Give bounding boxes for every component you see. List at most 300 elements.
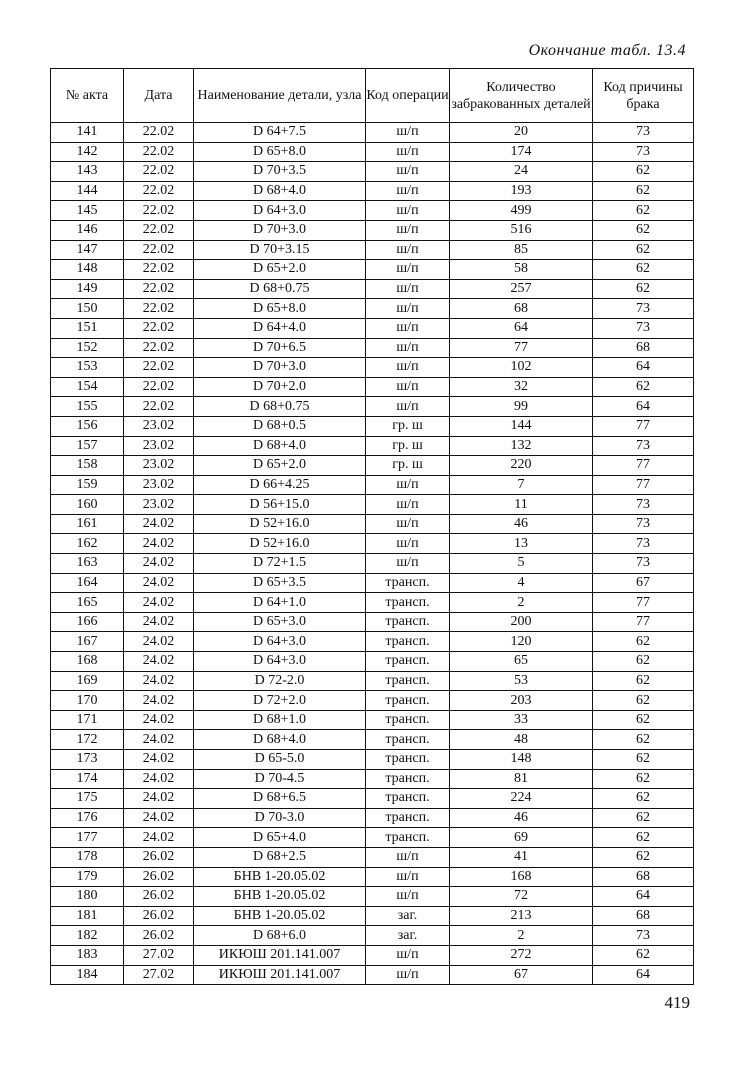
table-row xyxy=(51,201,694,221)
cell-rejected-count: 99 xyxy=(450,397,593,417)
cell-rejected-count: 144 xyxy=(450,416,593,436)
cell-date: 24.02 xyxy=(124,730,194,750)
table-row xyxy=(51,436,694,456)
cell-part-name: D 66+4.25 xyxy=(194,475,366,495)
cell-act-number: 156 xyxy=(51,416,124,436)
table-row xyxy=(51,495,694,515)
cell-act-number: 184 xyxy=(51,965,124,985)
cell-act-number: 142 xyxy=(51,142,124,162)
cell-rejected-count: 2 xyxy=(450,926,593,946)
cell-defect-code: 62 xyxy=(593,279,694,299)
header-operation-code: Код операции xyxy=(366,69,450,123)
cell-rejected-count: 58 xyxy=(450,260,593,280)
cell-operation-code: ш/п xyxy=(366,201,450,221)
cell-part-name: D 68+6.0 xyxy=(194,926,366,946)
cell-operation-code: ш/п xyxy=(366,495,450,515)
cell-date: 24.02 xyxy=(124,652,194,672)
table-row xyxy=(51,906,694,926)
cell-date: 26.02 xyxy=(124,906,194,926)
cell-operation-code: трансп. xyxy=(366,750,450,770)
table-row xyxy=(51,926,694,946)
cell-rejected-count: 148 xyxy=(450,750,593,770)
cell-operation-code: трансп. xyxy=(366,828,450,848)
cell-defect-code: 62 xyxy=(593,730,694,750)
cell-date: 24.02 xyxy=(124,808,194,828)
cell-operation-code: трансп. xyxy=(366,710,450,730)
cell-date: 22.02 xyxy=(124,201,194,221)
cell-rejected-count: 193 xyxy=(450,181,593,201)
cell-operation-code: трансп. xyxy=(366,789,450,809)
cell-part-name: D 64+4.0 xyxy=(194,318,366,338)
cell-date: 22.02 xyxy=(124,123,194,143)
cell-act-number: 175 xyxy=(51,789,124,809)
cell-act-number: 177 xyxy=(51,828,124,848)
cell-act-number: 146 xyxy=(51,220,124,240)
cell-defect-code: 62 xyxy=(593,220,694,240)
cell-date: 24.02 xyxy=(124,750,194,770)
header-part-name: Наименование детали, узла xyxy=(194,69,366,123)
cell-defect-code: 64 xyxy=(593,358,694,378)
table-row xyxy=(51,730,694,750)
cell-defect-code: 73 xyxy=(593,554,694,574)
cell-defect-code: 62 xyxy=(593,828,694,848)
cell-operation-code: ш/п xyxy=(366,475,450,495)
table-row xyxy=(51,279,694,299)
cell-operation-code: ш/п xyxy=(366,162,450,182)
cell-date: 24.02 xyxy=(124,612,194,632)
cell-date: 27.02 xyxy=(124,965,194,985)
cell-part-name: D 65-5.0 xyxy=(194,750,366,770)
cell-part-name: D 65+3.5 xyxy=(194,573,366,593)
cell-defect-code: 73 xyxy=(593,123,694,143)
table-row xyxy=(51,554,694,574)
reject-acts-table xyxy=(50,68,694,985)
cell-act-number: 158 xyxy=(51,456,124,476)
cell-rejected-count: 65 xyxy=(450,652,593,672)
cell-rejected-count: 5 xyxy=(450,554,593,574)
cell-defect-code: 68 xyxy=(593,906,694,926)
cell-part-name: D 68+0.75 xyxy=(194,397,366,417)
cell-part-name: БНВ 1-20.05.02 xyxy=(194,887,366,907)
table-row xyxy=(51,867,694,887)
cell-rejected-count: 69 xyxy=(450,828,593,848)
cell-rejected-count: 46 xyxy=(450,514,593,534)
cell-act-number: 157 xyxy=(51,436,124,456)
cell-part-name: D 68+4.0 xyxy=(194,436,366,456)
cell-operation-code: ш/п xyxy=(366,142,450,162)
cell-act-number: 147 xyxy=(51,240,124,260)
cell-rejected-count: 53 xyxy=(450,671,593,691)
cell-date: 22.02 xyxy=(124,142,194,162)
cell-date: 22.02 xyxy=(124,279,194,299)
cell-rejected-count: 64 xyxy=(450,318,593,338)
cell-act-number: 168 xyxy=(51,652,124,672)
cell-part-name: D 70-3.0 xyxy=(194,808,366,828)
cell-rejected-count: 24 xyxy=(450,162,593,182)
cell-part-name: D 52+16.0 xyxy=(194,514,366,534)
table-row xyxy=(51,456,694,476)
table-row xyxy=(51,965,694,985)
cell-operation-code: гр. ш xyxy=(366,456,450,476)
cell-operation-code: ш/п xyxy=(366,181,450,201)
cell-date: 26.02 xyxy=(124,926,194,946)
cell-operation-code: ш/п xyxy=(366,260,450,280)
cell-rejected-count: 67 xyxy=(450,965,593,985)
cell-date: 22.02 xyxy=(124,162,194,182)
cell-date: 24.02 xyxy=(124,554,194,574)
cell-part-name: D 65+2.0 xyxy=(194,456,366,476)
cell-act-number: 178 xyxy=(51,847,124,867)
cell-rejected-count: 224 xyxy=(450,789,593,809)
cell-operation-code: трансп. xyxy=(366,808,450,828)
cell-rejected-count: 7 xyxy=(450,475,593,495)
table-row xyxy=(51,318,694,338)
table-row xyxy=(51,671,694,691)
table-row xyxy=(51,652,694,672)
cell-rejected-count: 33 xyxy=(450,710,593,730)
cell-date: 24.02 xyxy=(124,632,194,652)
cell-operation-code: ш/п xyxy=(366,945,450,965)
cell-operation-code: трансп. xyxy=(366,730,450,750)
cell-defect-code: 67 xyxy=(593,573,694,593)
cell-date: 22.02 xyxy=(124,358,194,378)
cell-defect-code: 68 xyxy=(593,867,694,887)
cell-date: 24.02 xyxy=(124,534,194,554)
cell-rejected-count: 81 xyxy=(450,769,593,789)
cell-date: 22.02 xyxy=(124,299,194,319)
cell-rejected-count: 41 xyxy=(450,847,593,867)
cell-operation-code: ш/п xyxy=(366,887,450,907)
cell-rejected-count: 213 xyxy=(450,906,593,926)
cell-date: 23.02 xyxy=(124,416,194,436)
table-row xyxy=(51,397,694,417)
cell-act-number: 173 xyxy=(51,750,124,770)
cell-part-name: D 68+2.5 xyxy=(194,847,366,867)
cell-act-number: 172 xyxy=(51,730,124,750)
cell-rejected-count: 499 xyxy=(450,201,593,221)
cell-date: 22.02 xyxy=(124,318,194,338)
cell-operation-code: ш/п xyxy=(366,240,450,260)
table-row xyxy=(51,475,694,495)
cell-operation-code: ш/п xyxy=(366,358,450,378)
cell-defect-code: 77 xyxy=(593,612,694,632)
cell-defect-code: 73 xyxy=(593,926,694,946)
table-row xyxy=(51,808,694,828)
cell-operation-code: ш/п xyxy=(366,279,450,299)
table-row xyxy=(51,514,694,534)
cell-rejected-count: 85 xyxy=(450,240,593,260)
cell-date: 24.02 xyxy=(124,828,194,848)
cell-act-number: 159 xyxy=(51,475,124,495)
cell-operation-code: гр. ш xyxy=(366,416,450,436)
cell-part-name: D 65+8.0 xyxy=(194,299,366,319)
cell-act-number: 165 xyxy=(51,593,124,613)
table-row xyxy=(51,142,694,162)
table-row xyxy=(51,828,694,848)
cell-defect-code: 73 xyxy=(593,495,694,515)
cell-date: 27.02 xyxy=(124,945,194,965)
cell-act-number: 155 xyxy=(51,397,124,417)
cell-operation-code: ш/п xyxy=(366,514,450,534)
cell-date: 23.02 xyxy=(124,456,194,476)
cell-act-number: 163 xyxy=(51,554,124,574)
cell-rejected-count: 4 xyxy=(450,573,593,593)
table-row xyxy=(51,710,694,730)
cell-operation-code: ш/п xyxy=(366,123,450,143)
cell-part-name: ИКЮШ 201.141.007 xyxy=(194,965,366,985)
cell-act-number: 167 xyxy=(51,632,124,652)
cell-rejected-count: 168 xyxy=(450,867,593,887)
table-row xyxy=(51,299,694,319)
cell-date: 22.02 xyxy=(124,240,194,260)
cell-part-name: D 68+1.0 xyxy=(194,710,366,730)
cell-part-name: D 70+3.5 xyxy=(194,162,366,182)
cell-defect-code: 62 xyxy=(593,710,694,730)
cell-rejected-count: 77 xyxy=(450,338,593,358)
cell-date: 24.02 xyxy=(124,671,194,691)
cell-operation-code: ш/п xyxy=(366,338,450,358)
cell-date: 24.02 xyxy=(124,710,194,730)
cell-date: 22.02 xyxy=(124,260,194,280)
table-row xyxy=(51,534,694,554)
cell-part-name: D 70-4.5 xyxy=(194,769,366,789)
table-row xyxy=(51,416,694,436)
cell-defect-code: 62 xyxy=(593,162,694,182)
cell-part-name: D 65+2.0 xyxy=(194,260,366,280)
cell-defect-code: 62 xyxy=(593,808,694,828)
cell-defect-code: 77 xyxy=(593,475,694,495)
cell-rejected-count: 48 xyxy=(450,730,593,750)
cell-part-name: D 70+3.15 xyxy=(194,240,366,260)
cell-date: 24.02 xyxy=(124,789,194,809)
table-row xyxy=(51,887,694,907)
cell-defect-code: 77 xyxy=(593,416,694,436)
cell-act-number: 180 xyxy=(51,887,124,907)
cell-part-name: D 72-2.0 xyxy=(194,671,366,691)
cell-act-number: 164 xyxy=(51,573,124,593)
cell-defect-code: 62 xyxy=(593,260,694,280)
cell-rejected-count: 200 xyxy=(450,612,593,632)
cell-rejected-count: 257 xyxy=(450,279,593,299)
cell-rejected-count: 46 xyxy=(450,808,593,828)
cell-part-name: D 65+4.0 xyxy=(194,828,366,848)
table-row xyxy=(51,573,694,593)
cell-rejected-count: 120 xyxy=(450,632,593,652)
cell-defect-code: 62 xyxy=(593,789,694,809)
table-row xyxy=(51,847,694,867)
cell-rejected-count: 516 xyxy=(450,220,593,240)
cell-act-number: 162 xyxy=(51,534,124,554)
cell-operation-code: ш/п xyxy=(366,534,450,554)
cell-operation-code: ш/п xyxy=(366,847,450,867)
table-row xyxy=(51,240,694,260)
cell-operation-code: ш/п xyxy=(366,867,450,887)
cell-operation-code: ш/п xyxy=(366,377,450,397)
cell-defect-code: 62 xyxy=(593,750,694,770)
cell-defect-code: 62 xyxy=(593,945,694,965)
table-row xyxy=(51,632,694,652)
cell-date: 23.02 xyxy=(124,495,194,515)
cell-act-number: 154 xyxy=(51,377,124,397)
cell-defect-code: 73 xyxy=(593,318,694,338)
header-act-number: № акта xyxy=(51,69,124,123)
cell-defect-code: 77 xyxy=(593,456,694,476)
cell-rejected-count: 174 xyxy=(450,142,593,162)
cell-rejected-count: 2 xyxy=(450,593,593,613)
cell-defect-code: 62 xyxy=(593,632,694,652)
cell-defect-code: 62 xyxy=(593,769,694,789)
table-row xyxy=(51,691,694,711)
header-date: Дата xyxy=(124,69,194,123)
header-row xyxy=(51,69,694,123)
table-row xyxy=(51,181,694,201)
cell-operation-code: ш/п xyxy=(366,220,450,240)
cell-part-name: D 64+1.0 xyxy=(194,593,366,613)
cell-act-number: 160 xyxy=(51,495,124,515)
cell-operation-code: ш/п xyxy=(366,397,450,417)
table-body xyxy=(51,123,694,985)
cell-defect-code: 73 xyxy=(593,514,694,534)
cell-rejected-count: 203 xyxy=(450,691,593,711)
cell-act-number: 170 xyxy=(51,691,124,711)
cell-date: 23.02 xyxy=(124,436,194,456)
cell-date: 22.02 xyxy=(124,377,194,397)
table-row xyxy=(51,593,694,613)
cell-act-number: 176 xyxy=(51,808,124,828)
table-row xyxy=(51,260,694,280)
cell-act-number: 151 xyxy=(51,318,124,338)
cell-date: 26.02 xyxy=(124,867,194,887)
cell-operation-code: ш/п xyxy=(366,554,450,574)
table-row xyxy=(51,358,694,378)
page-number: 419 xyxy=(664,993,690,1012)
cell-part-name: БНВ 1-20.05.02 xyxy=(194,906,366,926)
cell-operation-code: ш/п xyxy=(366,318,450,338)
header-rejected-count: Количество забракованных деталей xyxy=(450,69,593,123)
cell-operation-code: трансп. xyxy=(366,632,450,652)
cell-part-name: ИКЮШ 201.141.007 xyxy=(194,945,366,965)
cell-rejected-count: 72 xyxy=(450,887,593,907)
cell-part-name: D 64+7.5 xyxy=(194,123,366,143)
cell-act-number: 171 xyxy=(51,710,124,730)
cell-date: 22.02 xyxy=(124,338,194,358)
cell-operation-code: ш/п xyxy=(366,965,450,985)
cell-operation-code: трансп. xyxy=(366,612,450,632)
cell-operation-code: трансп. xyxy=(366,652,450,672)
table-caption: Окончание табл. 13.4 xyxy=(528,42,686,59)
cell-act-number: 182 xyxy=(51,926,124,946)
table-row xyxy=(51,377,694,397)
cell-act-number: 166 xyxy=(51,612,124,632)
cell-rejected-count: 11 xyxy=(450,495,593,515)
cell-defect-code: 73 xyxy=(593,436,694,456)
cell-date: 24.02 xyxy=(124,573,194,593)
table-row xyxy=(51,750,694,770)
cell-operation-code: трансп. xyxy=(366,691,450,711)
cell-part-name: D 70+3.0 xyxy=(194,358,366,378)
cell-defect-code: 73 xyxy=(593,142,694,162)
cell-operation-code: гр. ш xyxy=(366,436,450,456)
cell-act-number: 148 xyxy=(51,260,124,280)
cell-act-number: 161 xyxy=(51,514,124,534)
cell-part-name: D 70+6.5 xyxy=(194,338,366,358)
table-row xyxy=(51,162,694,182)
cell-defect-code: 62 xyxy=(593,181,694,201)
cell-act-number: 144 xyxy=(51,181,124,201)
cell-act-number: 149 xyxy=(51,279,124,299)
cell-act-number: 179 xyxy=(51,867,124,887)
table-row xyxy=(51,220,694,240)
cell-defect-code: 62 xyxy=(593,847,694,867)
cell-operation-code: трансп. xyxy=(366,573,450,593)
cell-part-name: БНВ 1-20.05.02 xyxy=(194,867,366,887)
cell-act-number: 183 xyxy=(51,945,124,965)
table-row xyxy=(51,612,694,632)
cell-act-number: 169 xyxy=(51,671,124,691)
cell-part-name: D 56+15.0 xyxy=(194,495,366,515)
cell-part-name: D 70+2.0 xyxy=(194,377,366,397)
cell-part-name: D 52+16.0 xyxy=(194,534,366,554)
cell-defect-code: 62 xyxy=(593,201,694,221)
cell-part-name: D 68+0.5 xyxy=(194,416,366,436)
cell-date: 24.02 xyxy=(124,691,194,711)
cell-part-name: D 64+3.0 xyxy=(194,652,366,672)
cell-date: 24.02 xyxy=(124,514,194,534)
header-defect-code: Код причины брака xyxy=(593,69,694,123)
cell-defect-code: 62 xyxy=(593,671,694,691)
cell-rejected-count: 32 xyxy=(450,377,593,397)
cell-act-number: 141 xyxy=(51,123,124,143)
cell-defect-code: 73 xyxy=(593,299,694,319)
cell-defect-code: 62 xyxy=(593,377,694,397)
cell-part-name: D 72+1.5 xyxy=(194,554,366,574)
cell-act-number: 152 xyxy=(51,338,124,358)
cell-date: 22.02 xyxy=(124,181,194,201)
cell-defect-code: 68 xyxy=(593,338,694,358)
cell-rejected-count: 220 xyxy=(450,456,593,476)
cell-part-name: D 68+4.0 xyxy=(194,181,366,201)
table-header xyxy=(51,69,694,123)
cell-part-name: D 68+4.0 xyxy=(194,730,366,750)
cell-part-name: D 65+8.0 xyxy=(194,142,366,162)
table-row xyxy=(51,338,694,358)
cell-part-name: D 72+2.0 xyxy=(194,691,366,711)
cell-rejected-count: 132 xyxy=(450,436,593,456)
table-row xyxy=(51,789,694,809)
cell-operation-code: заг. xyxy=(366,906,450,926)
cell-part-name: D 68+6.5 xyxy=(194,789,366,809)
cell-rejected-count: 272 xyxy=(450,945,593,965)
cell-date: 24.02 xyxy=(124,593,194,613)
cell-operation-code: трансп. xyxy=(366,671,450,691)
cell-act-number: 145 xyxy=(51,201,124,221)
table-row xyxy=(51,769,694,789)
cell-defect-code: 62 xyxy=(593,240,694,260)
cell-rejected-count: 20 xyxy=(450,123,593,143)
cell-defect-code: 64 xyxy=(593,965,694,985)
cell-operation-code: трансп. xyxy=(366,593,450,613)
cell-part-name: D 65+3.0 xyxy=(194,612,366,632)
cell-rejected-count: 13 xyxy=(450,534,593,554)
cell-date: 22.02 xyxy=(124,397,194,417)
cell-rejected-count: 102 xyxy=(450,358,593,378)
cell-defect-code: 73 xyxy=(593,534,694,554)
cell-act-number: 174 xyxy=(51,769,124,789)
cell-operation-code: заг. xyxy=(366,926,450,946)
cell-defect-code: 77 xyxy=(593,593,694,613)
table-row xyxy=(51,945,694,965)
cell-date: 24.02 xyxy=(124,769,194,789)
